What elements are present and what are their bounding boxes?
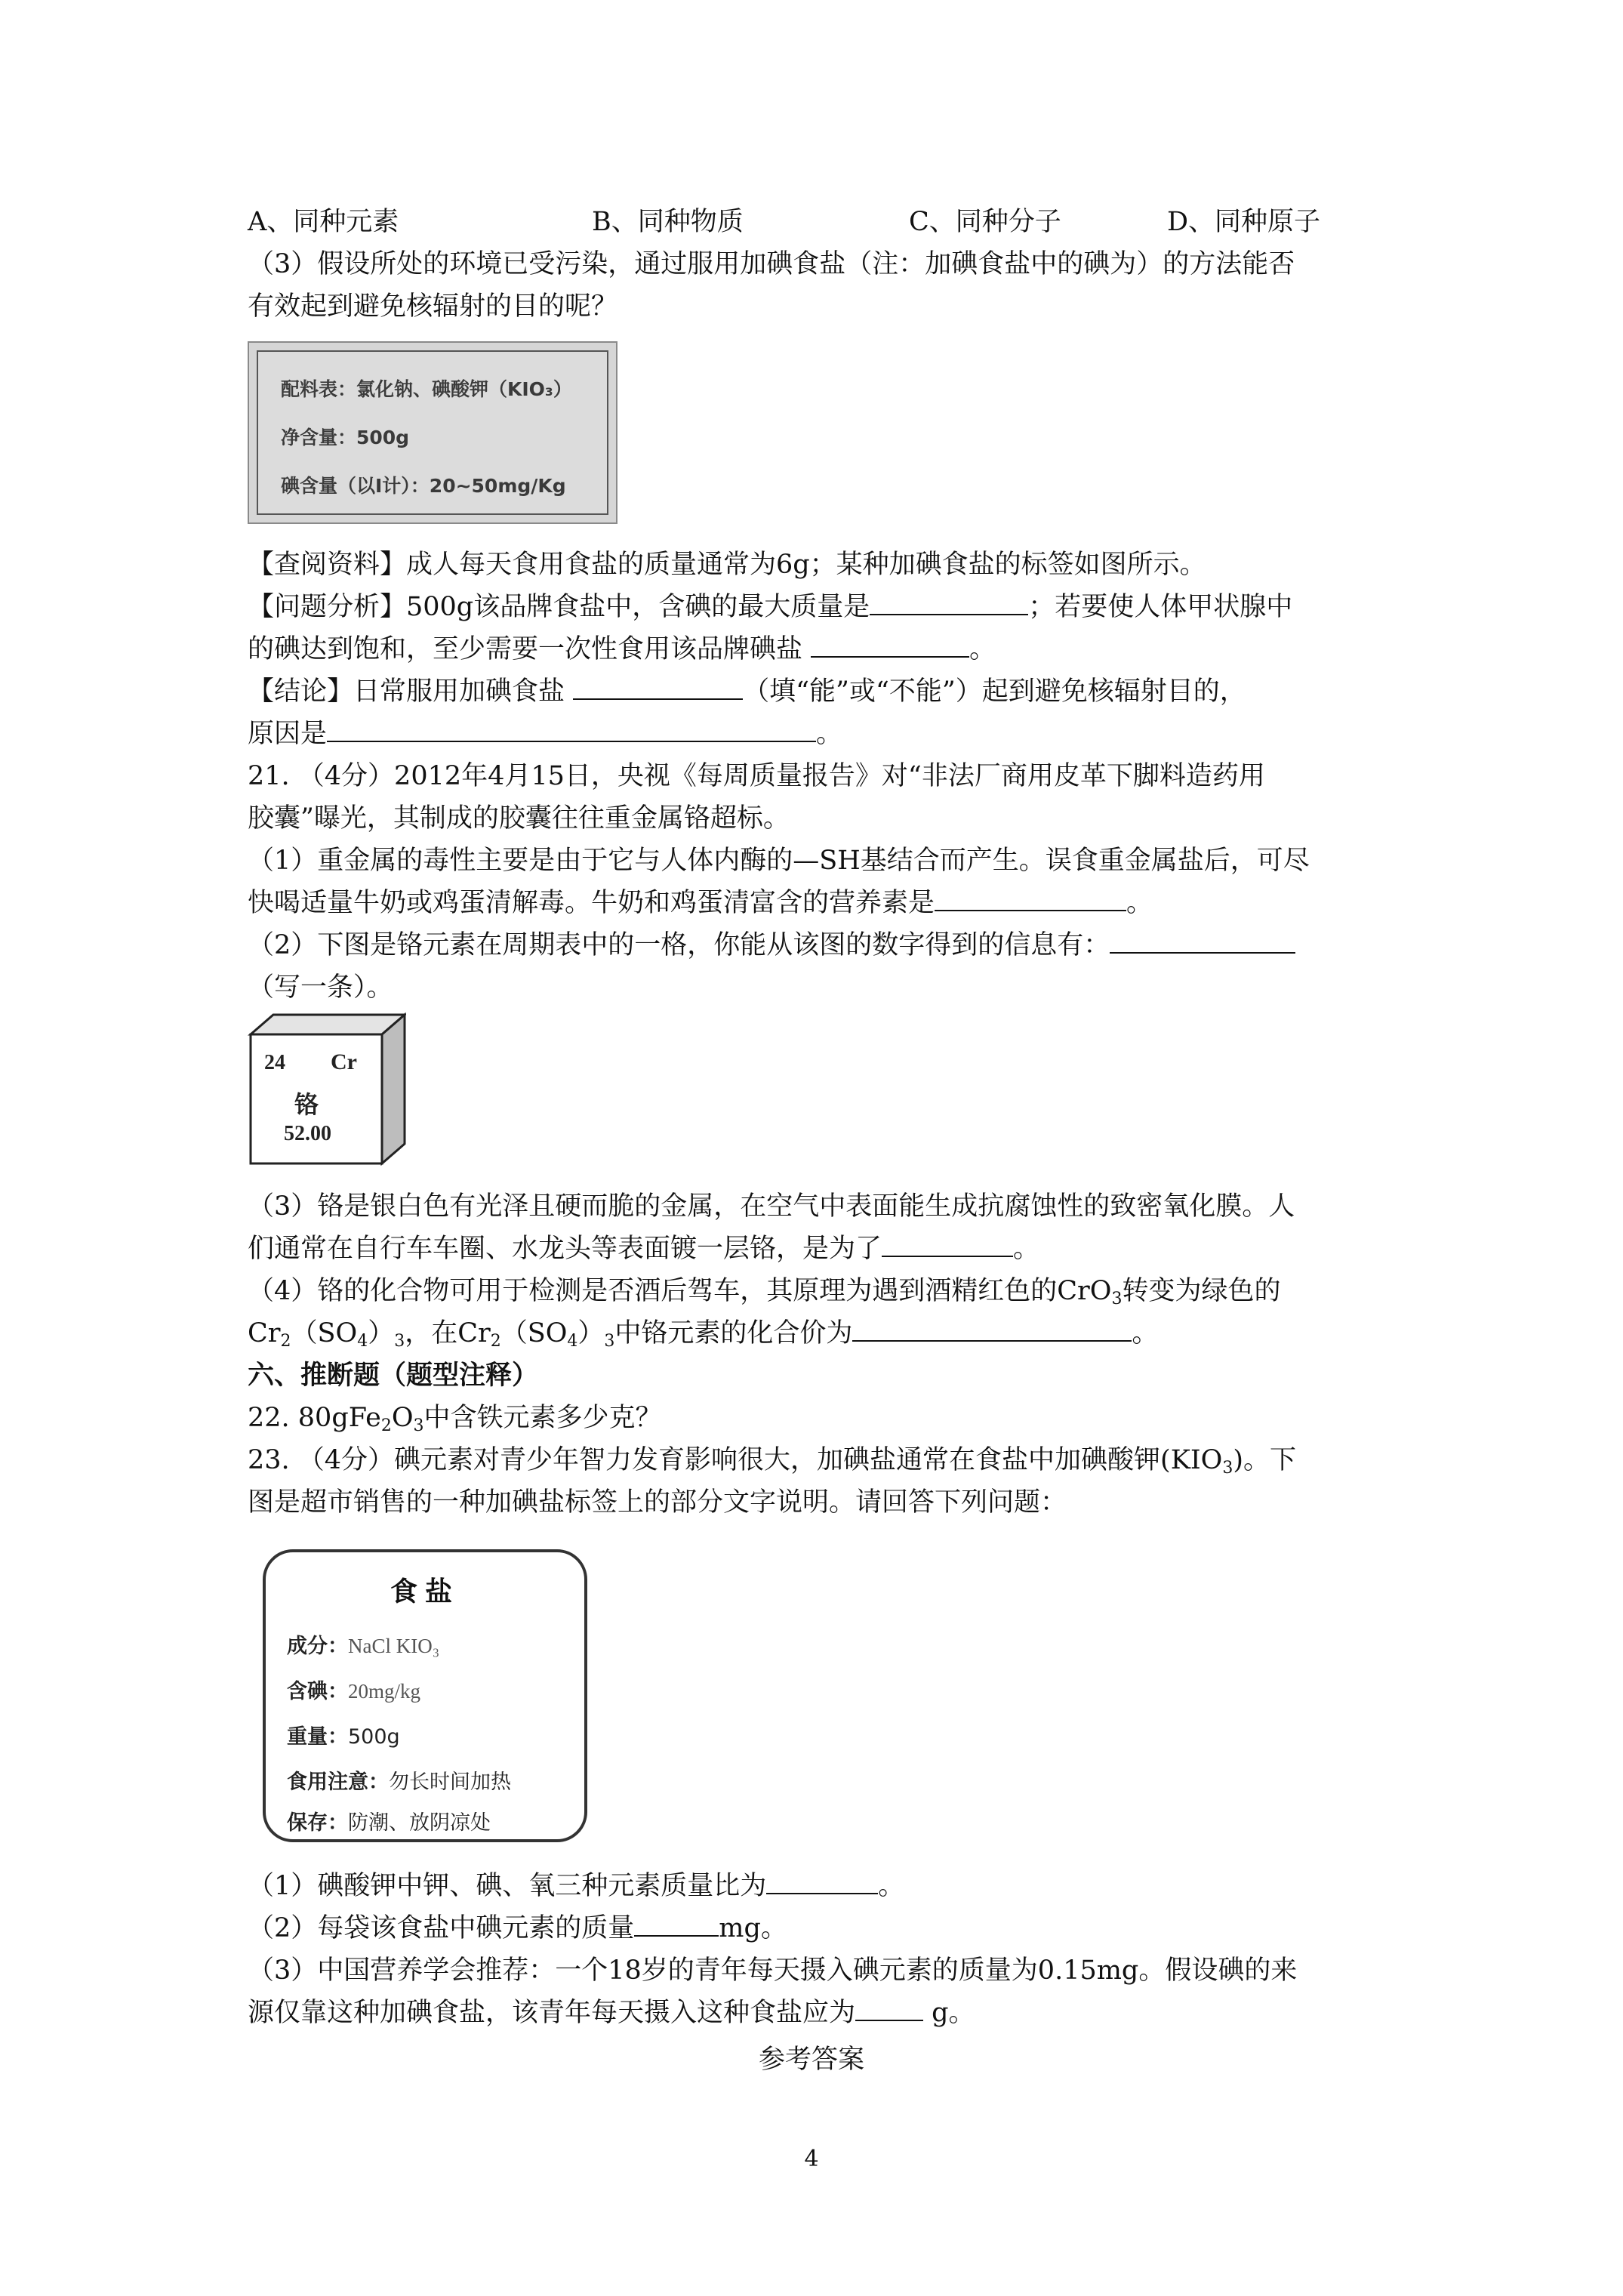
element-symbol: Cr [331, 1049, 357, 1074]
element-name: 铬 [294, 1090, 319, 1119]
option-a: A、同种元素 [248, 207, 399, 237]
page-number: 4 [804, 2146, 819, 2172]
q20-conclusion: 【结论】日常服用加碘食盐 （填“能”或“不能”）起到避免核辐射目的， [248, 676, 1246, 707]
q23-part1: （1）碘酸钾中钾、碘、氧三种元素质量比为 。 [248, 1871, 905, 1901]
q21-part3-line1: （3）铬是银白色有光泽且硬而脆的金属，在空气中表面能生成抗腐蚀性的致密氧化膜。人 [248, 1191, 1295, 1222]
answer-blank[interactable] [766, 1870, 878, 1894]
q20-analysis-line1: 【问题分析】500g该品牌食盐中，含碘的最大质量是 ；若要使人体甲状腺中 [248, 592, 1293, 622]
answer-blank[interactable] [882, 1233, 1013, 1257]
iodized-salt-label-image [248, 341, 617, 524]
label-usage-note: 食用注意：勿长时间加热 [287, 1771, 511, 1794]
q20-part3-line2: 有效起到避免核辐射的目的呢？ [248, 291, 618, 322]
option-b: B、同种物质 [592, 207, 744, 237]
chromium-element-cell [248, 1012, 406, 1166]
answers-heading: 参考答案 [758, 2045, 864, 2075]
q21-part1-line1: （1）重金属的毒性主要是由于它与人体内酶的—SH基结合而产生。误食重金属盐后，可尽 [248, 846, 1310, 876]
atomic-mass: 52.00 [284, 1122, 331, 1145]
q21-part1-line2: 快喝适量牛奶或鸡蛋清解毒。牛奶和鸡蛋清富含的营养素是 。 [248, 888, 1153, 918]
label-net-content: 净含量：500g [281, 427, 410, 448]
answer-blank[interactable] [855, 1997, 923, 2021]
q21-stem-line2: 胶囊”曝光，其制成的胶囊往往重金属铬超标。 [248, 803, 790, 834]
q20-part3-line1: （3）假设所处的环境已受污染，通过服用加碘食盐（注：加碘食盐中的碘为）的方法能否 [248, 249, 1295, 279]
option-c: C、同种分子 [909, 207, 1061, 237]
q21-part4-line2: $Cr_2(SO_4)_3$，在$Cr_2(SO_4)_3$中铬元素的化合价为 。 [248, 1318, 1159, 1351]
q23-part3-line2: 源仅靠这种加碘食盐，该青年每天摄入这种食盐应为 g。 [248, 1998, 975, 2028]
label-storage: 保存：防潮、放阴凉处 [287, 1811, 491, 1835]
atomic-number: 24 [264, 1051, 285, 1074]
q23-stem-line1: 23. （4分）碘元素对青少年智力发育影响很大，加碘盐通常在食盐中加碘酸钾$(KIO_3)$。下 [248, 1445, 1297, 1478]
label-iodine: 含碘：20mg/kg [287, 1680, 421, 1703]
answer-blank[interactable] [870, 591, 1028, 615]
q21-part2-line1: （2）下图是铬元素在周期表中的一格，你能从该图的数字得到的信息有： [248, 927, 1295, 963]
q21-part3-line2: 们通常在自行车车圈、水龙头等表面镀一层铬，是为了 。 [248, 1234, 1040, 1264]
q21-stem-line1: 21. （4分）2012年4月15日，央视《每周质量报告》对“非法厂商用皮革下脚料造药用 [248, 761, 1265, 791]
answer-blank[interactable] [573, 676, 743, 700]
q22: 22. $80gFe_2O_3$中含铁元素多少克？ [248, 1403, 662, 1435]
label-weight: 重量：500g [287, 1725, 400, 1749]
q21-part2-line2: （写一条）。 [248, 972, 393, 1003]
q23-part3-line1: （3）中国营养学会推荐：一个18岁的青年每天摄入碘元素的质量为0.15mg。假设碘的来 [248, 1955, 1298, 1986]
salt-package-label [263, 1549, 587, 1842]
q20-analysis-line2: 的碘达到饱和，至少需要一次性食用该品牌碘盐 。 [248, 634, 996, 664]
label-ingredients: 配料表：氯化钠、碘酸钾（KIO₃） [281, 378, 572, 400]
answer-blank[interactable] [811, 633, 969, 658]
label-iodine-content: 碘含量（以I计）：20~50mg/Kg [281, 475, 566, 497]
q23-stem-line2: 图是超市销售的一种加碘盐标签上的部分文字说明。请回答下列问题： [248, 1487, 1067, 1518]
answer-blank[interactable] [852, 1318, 1132, 1342]
answer-blank[interactable] [634, 1912, 719, 1937]
answer-blank[interactable] [935, 887, 1126, 911]
label-composition: 成分：NaCl KIO₃ [287, 1635, 440, 1658]
q20-info: 【查阅资料】成人每天食用食盐的质量通常为6g；某种加碘食盐的标签如图所示。 [248, 550, 1206, 580]
option-d: D、同种原子 [1167, 207, 1321, 237]
q23-part2: （2）每袋该食盐中碘元素的质量 mg。 [248, 1913, 787, 1943]
answer-blank[interactable] [1110, 929, 1295, 954]
q20-reason: 原因是 。 [248, 719, 843, 749]
label-title: 食盐 [390, 1576, 460, 1607]
q21-part4-line1: （4）铬的化合物可用于检测是否酒后驾车，其原理为遇到酒精红色的CrO$_3$转变为绿色的 [248, 1276, 1281, 1308]
section-heading: 六、推断题（题型注释） [248, 1360, 539, 1391]
answer-blank[interactable] [327, 718, 816, 742]
